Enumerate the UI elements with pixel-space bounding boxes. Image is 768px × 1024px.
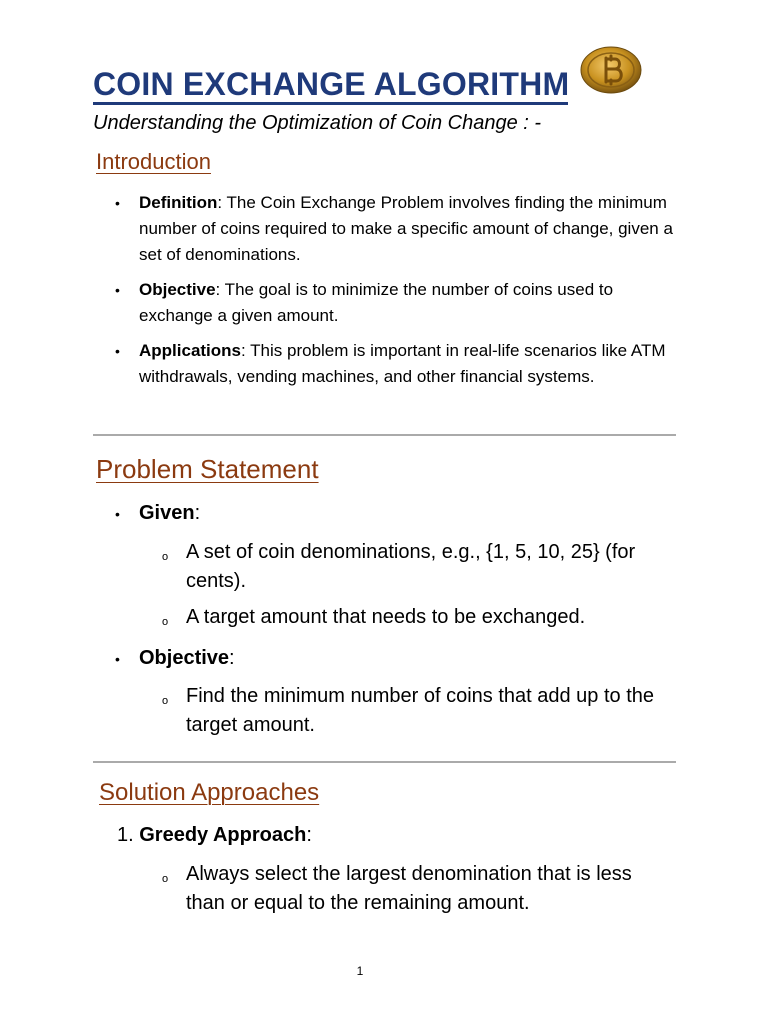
greedy-approach-colon: :	[306, 824, 312, 846]
list-item	[115, 338, 679, 390]
given-colon: :	[194, 502, 201, 524]
section-divider	[93, 434, 676, 436]
greedy-subitem	[162, 860, 666, 918]
given-subitem	[162, 603, 666, 632]
objective-item	[115, 644, 235, 673]
given-term: Given	[139, 502, 195, 524]
objective-colon: :	[229, 647, 235, 669]
greedy-approach-item	[117, 821, 312, 850]
list-item	[115, 190, 679, 268]
given-item	[115, 499, 201, 528]
bullet-icon: •	[115, 195, 120, 211]
list-number: 1.	[117, 824, 134, 846]
applications-text: : This problem is important in real-life scenarios like ATM withdrawals, vending machines, and other financial systems.	[139, 341, 666, 386]
introduction-heading: Introduction	[96, 149, 211, 174]
document-subtitle: Understanding the Optimization of Coin Change : -	[93, 112, 542, 134]
circle-bullet-icon: o	[162, 695, 169, 707]
solution-approaches-heading: Solution Approaches	[99, 779, 320, 806]
objective-subitem-text: Find the minimum number of coins that add up to the target amount.	[186, 685, 655, 736]
objective-subitem	[162, 682, 666, 740]
given-subitem	[162, 538, 666, 596]
document-title: COIN EXCHANGE ALGORITHM	[93, 66, 570, 102]
problem-statement-heading: Problem Statement	[96, 454, 319, 484]
circle-bullet-icon: o	[162, 873, 169, 885]
definition-term: Definition	[139, 193, 218, 212]
circle-bullet-icon: o	[162, 616, 169, 628]
applications-term: Applications	[139, 341, 242, 360]
bullet-icon: •	[115, 343, 120, 359]
given-subitem-text: A target amount that needs to be exchanged.	[186, 606, 586, 628]
circle-bullet-icon: o	[162, 551, 169, 563]
introduction-list	[115, 190, 679, 399]
greedy-approach-term: Greedy Approach	[139, 824, 307, 846]
bitcoin-coin-icon	[580, 45, 642, 95]
section-divider	[93, 761, 676, 763]
bullet-icon: •	[115, 282, 120, 298]
greedy-subitem-text: Always select the largest denomination that is less than or equal to the remaining amount.	[186, 863, 632, 914]
list-item	[115, 277, 679, 329]
objective-term: Objective	[139, 280, 216, 299]
bullet-icon: •	[115, 506, 120, 522]
objective-term: Objective	[139, 647, 230, 669]
title-underline	[93, 102, 568, 105]
page-number: 1	[356, 964, 364, 978]
given-subitem-text: A set of coin denominations, e.g., {1, 5, 10, 25} (for cents).	[186, 541, 636, 592]
objective-text: : The goal is to minimize the number of coins used to exchange a given amount.	[139, 280, 614, 325]
bullet-icon: •	[115, 651, 120, 667]
definition-text: : The Coin Exchange Problem involves finding the minimum number of coins required to make a specific amount of change, given a set of denominations.	[139, 193, 673, 264]
